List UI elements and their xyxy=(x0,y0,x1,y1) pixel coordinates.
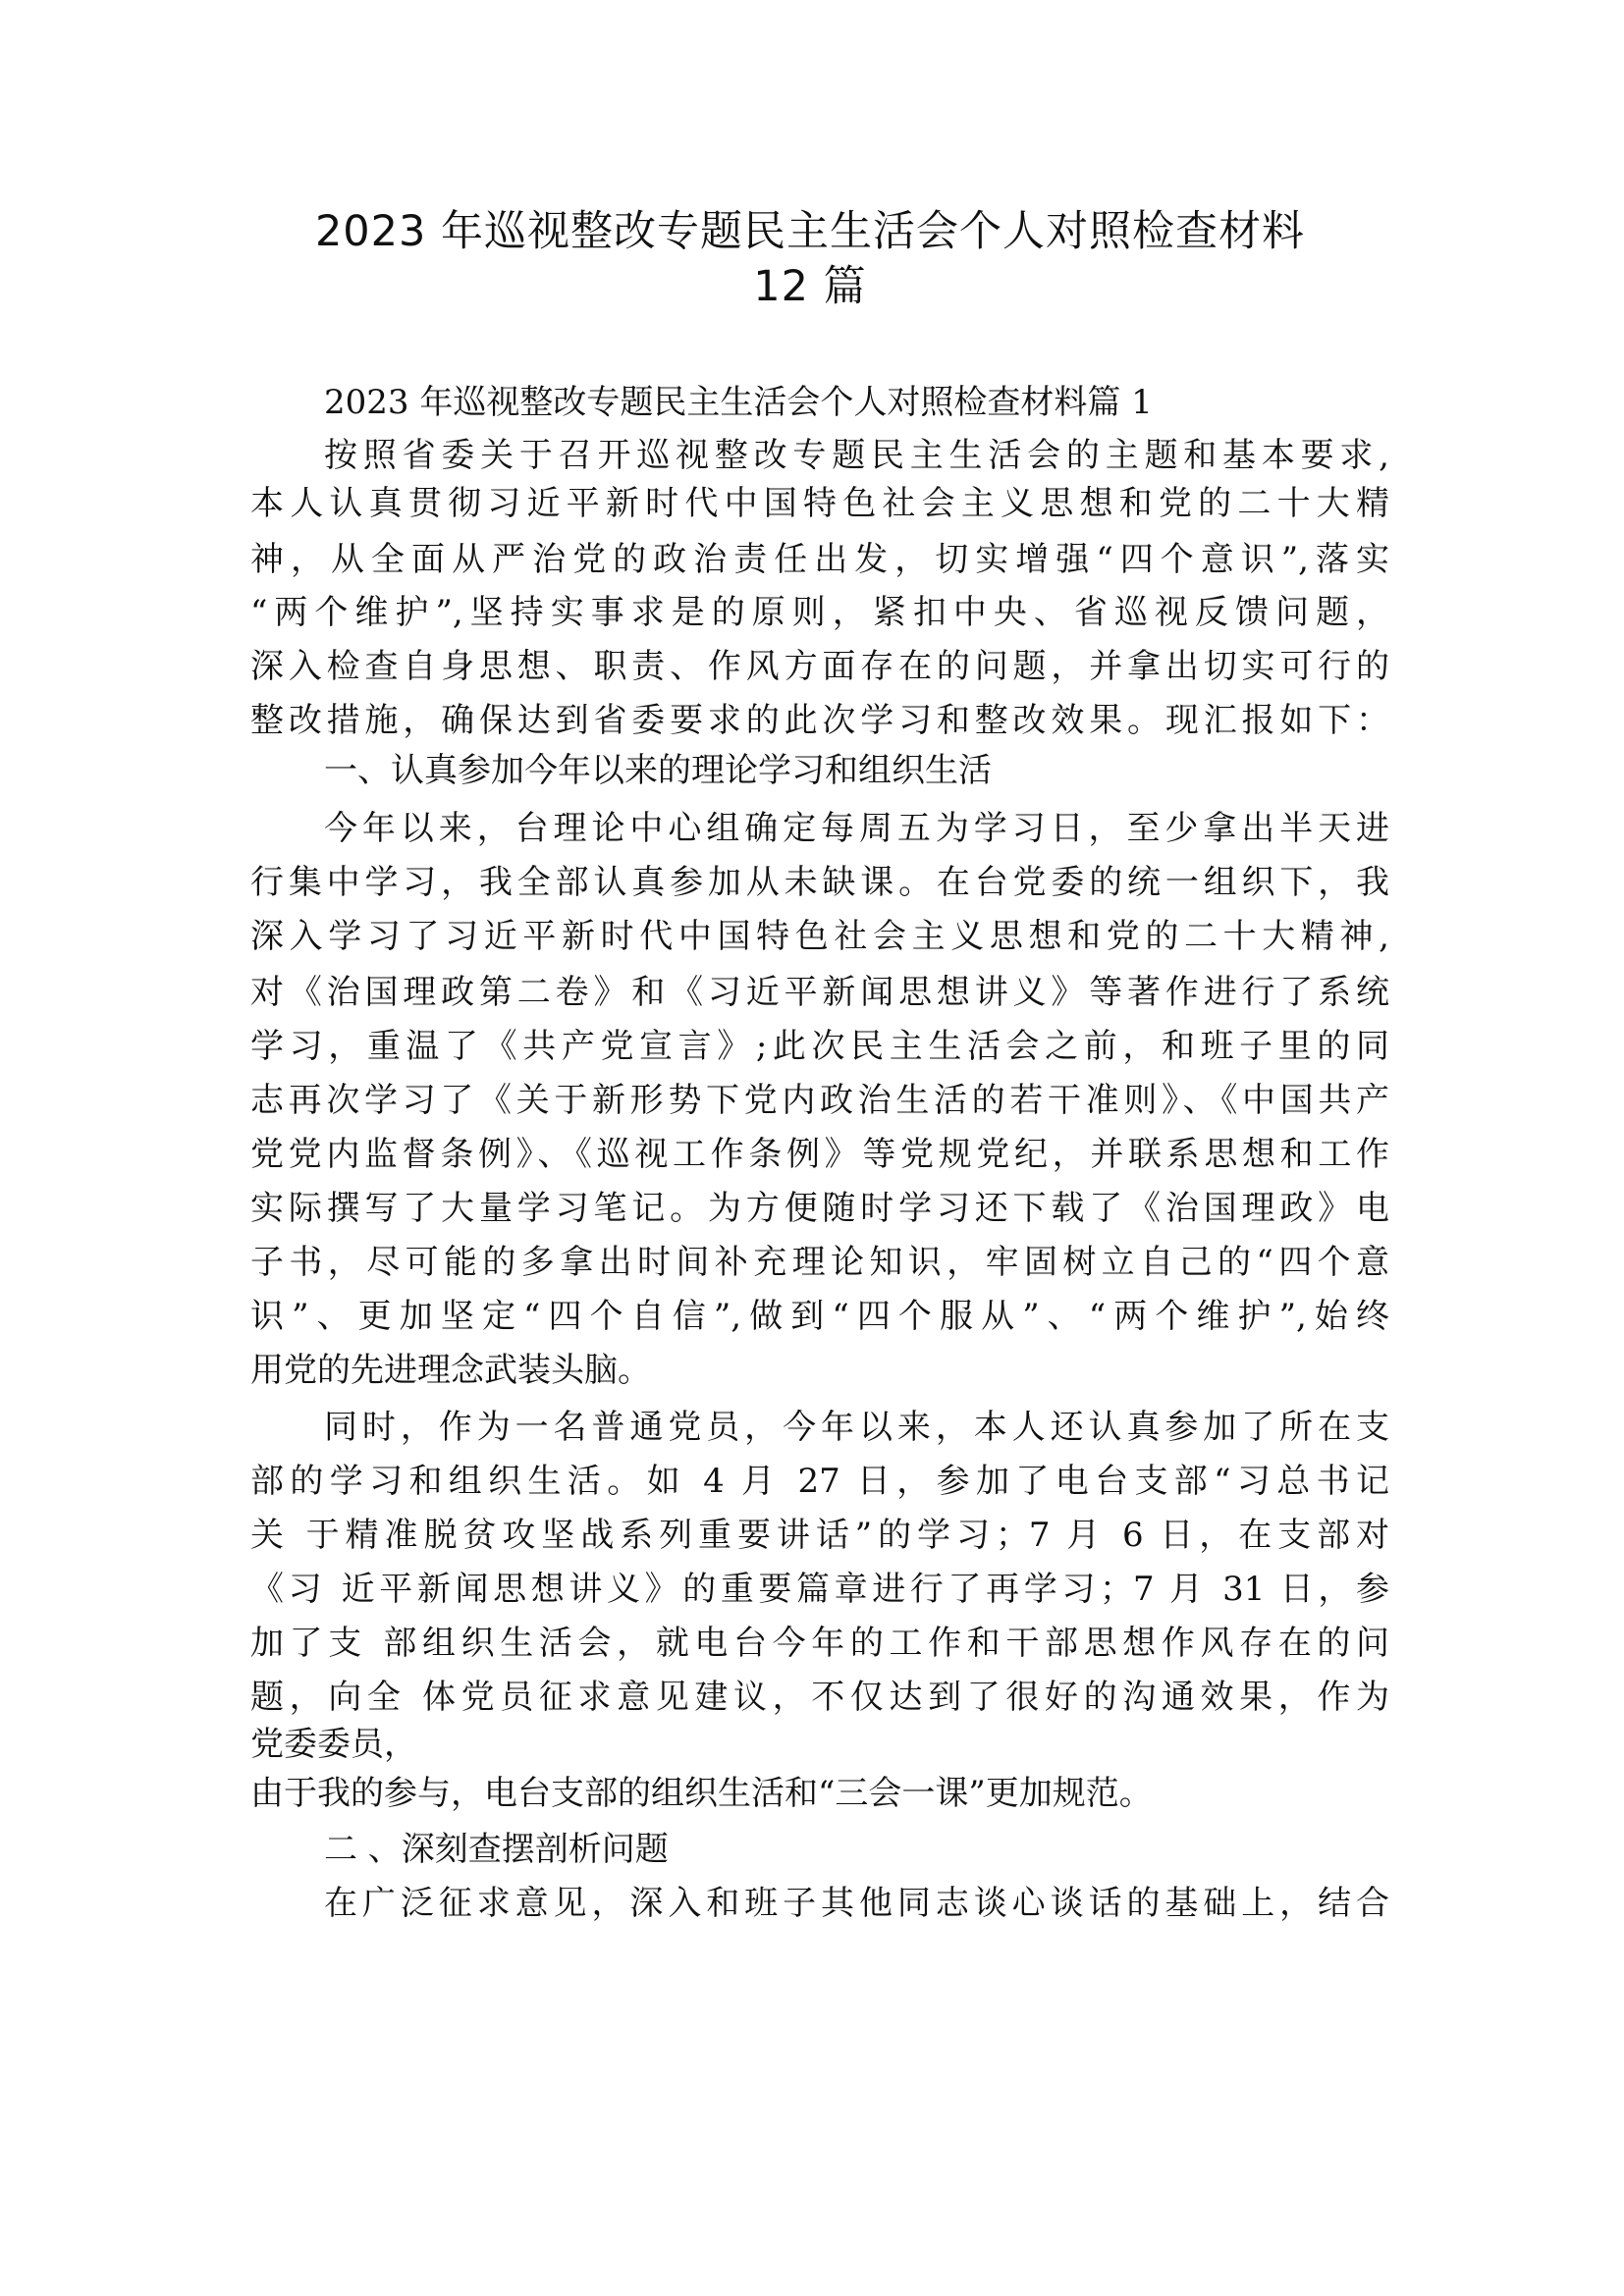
paragraph-line: 行集中学习，我全部认真参加从未缺课。在台党委的统一组织下，我 xyxy=(250,863,1389,902)
section-heading: 二 、深刻查摆剖析问题 xyxy=(324,1830,669,1869)
document-title-line-2: 12 篇 xyxy=(753,262,867,311)
paragraph-line: 学习，重温了《共产党宣言》;此次民主生活会之前，和班子里的同 xyxy=(250,1027,1389,1066)
paragraph-line: 志再次学习了《关于新形势下党内政治生活的若干准则》、《中国共产 xyxy=(250,1081,1389,1120)
paragraph-line: 加了支 部组织生活会，就电台今年的工作和干部思想作风存在的问 xyxy=(250,1624,1389,1663)
paragraph-line: 《习 近平新闻思想讲义》的重要篇章进行了再学习；7 月 31 日，参 xyxy=(250,1570,1389,1609)
paragraph-line: 党委委员， xyxy=(250,1725,417,1764)
document-title-line-1: 2023 年巡视整改专题民主生活会个人对照检查材料 xyxy=(314,207,1306,256)
paragraph-line: 题，向全 体党员征求意见建议，不仅达到了很好的沟通效果，作为 xyxy=(250,1678,1389,1717)
paragraph-line: 部的学习和组织生活。如 4 月 27 日，参加了电台支部“习总书记 xyxy=(250,1462,1389,1501)
paragraph-line: 实际撰写了大量学习笔记。为方便随时学习还下载了《治国理政》电 xyxy=(250,1189,1389,1228)
paragraph-line: 本人认真贯彻习近平新时代中国特色社会主义思想和党的二十大精 xyxy=(250,484,1389,523)
paragraph-line: 对《治国理政第二卷》和《习近平新闻思想讲义》等著作进行了系统 xyxy=(250,973,1389,1012)
paragraph-line: “两个维护”,坚持实事求是的原则，紧扣中央、省巡视反馈问题， xyxy=(250,593,1389,632)
paragraph-line: 整改措施，确保达到省委要求的此次学习和整改效果。现汇报如下： xyxy=(250,701,1389,740)
section-subtitle: 2023 年巡视整改专题民主生活会个人对照检查材料篇 1 xyxy=(324,383,1153,422)
paragraph-line: 同时，作为一名普通党员，今年以来，本人还认真参加了所在支 xyxy=(324,1408,1389,1447)
paragraph-line: 子书，尽可能的多拿出时间补充理论知识，牢固树立自己的“四个意 xyxy=(250,1243,1389,1282)
paragraph-line: 深入学习了习近平新时代中国特色社会主义思想和党的二十大精神, xyxy=(250,917,1389,956)
paragraph-line: 在广泛征求意见，深入和班子其他同志谈心谈话的基础上，结合 xyxy=(324,1884,1389,1923)
paragraph-line: 识”、更加坚定“四个自信”,做到“四个服从”、“两个维护”,始终 xyxy=(250,1297,1389,1336)
paragraph-line: 神，从全面从严治党的政治责任出发，切实增强“四个意识”,落实 xyxy=(250,540,1389,579)
paragraph-line: 用党的先进理念武装头脑。 xyxy=(250,1351,651,1390)
paragraph-line: 由于我的参与，电台支部的组织生活和“三会一课”更加规范。 xyxy=(250,1774,1153,1813)
paragraph-line: 今年以来，台理论中心组确定每周五为学习日，至少拿出半天进 xyxy=(324,809,1389,848)
section-heading: 一、认真参加今年以来的理论学习和组织生活 xyxy=(324,751,992,790)
paragraph-line: 按照省委关于召开巡视整改专题民主生活会的主题和基本要求, xyxy=(324,436,1389,475)
paragraph-line: 关 于精准脱贫攻坚战系列重要讲话”的学习；7 月 6 日，在支部对 xyxy=(250,1516,1389,1555)
paragraph-line: 党党内监督条例》、《巡视工作条例》等党规党纪，并联系思想和工作 xyxy=(250,1135,1389,1174)
paragraph-line: 深入检查自身思想、职责、作风方面存在的问题，并拿出切实可行的 xyxy=(250,647,1389,686)
